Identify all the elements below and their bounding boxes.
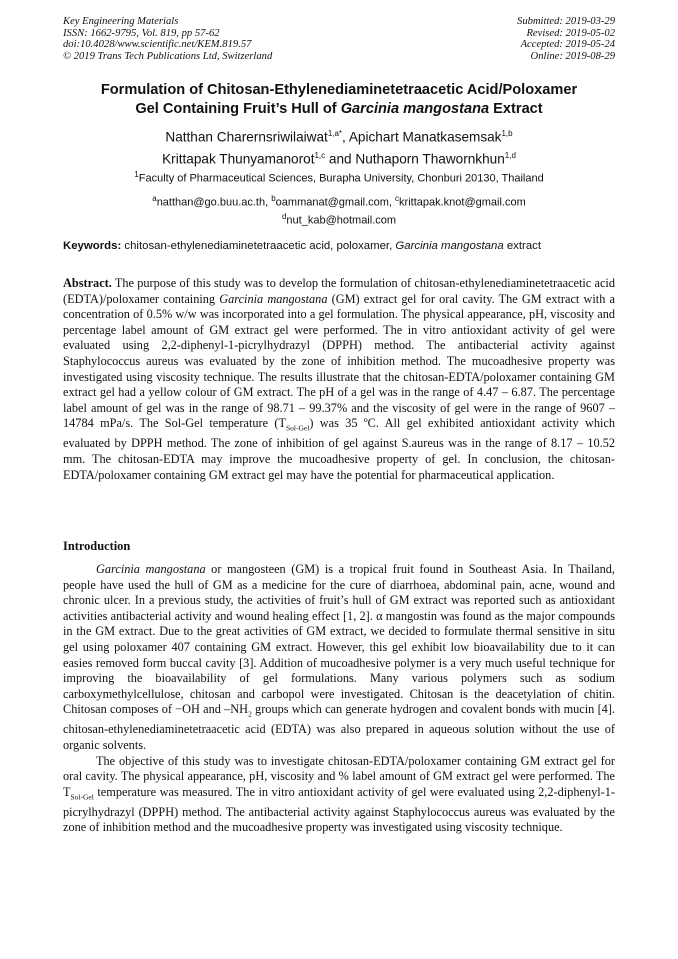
author-1-sup: 1,a* [327,129,343,138]
intro-p2-sub: Sol-Gel [70,792,94,802]
online-date: Online: 2019-08-29 [530,50,615,62]
keywords-text-post: extract [503,240,542,252]
email-a: natthan@go.buu.ac.th, [156,196,272,209]
author-and: and [325,151,356,167]
submitted-date: Submitted: 2019-03-29 [517,16,615,27]
affiliation-sup: 1 [134,170,139,179]
abstract-label: Abstract. [63,276,112,290]
author-list [63,125,615,169]
intro-p2-b: temperature was measured. The in vitro antioxidant activity of gel were evaluated using 2,2-diphenyl-1-picrylhydrazyl (DPPH) method. The antibacterial activity against Staphylococcus aureus was evaluated by the zone of inhibition method and the mucoadhesive property was investigated using viscosity technique. [63,784,615,835]
affiliation-text: Faculty of Pharmaceutical Sciences, Burapha University, Chonburi 20130, Thailand [138,172,544,185]
abstract [63,276,615,483]
journal-name: Key Engineering Materials [63,16,179,27]
doi: doi:10.4028/www.scientific.net/KEM.819.57 [63,39,252,51]
intro-species: Garcinia mangostana [96,562,206,576]
abstract-part-2: (GM) extract gel for oral cavity. The GM extract with a concentration of 0.5% w/w was incorporated into a gel formulation. The physical appearance, pH, viscosity and percentage label amount of GM extract gel were performed. The in vitro antioxidant activity of gel were evaluated using 2,2-diphenyl-1-picrylhydrazyl (DPPH) method. The antibacterial activity against Staphylococcus aureus was evaluated by the zone of inhibition method. The mucoadhesive property was investigated using viscosity technique. The results illustrate that the chitosan-EDTA/poloxamer containing GM extract gel had a yellow colour of GM extract. The pH of a gel was in the range of 4.47 – 6.87. The percentage label amount of gel was in the range of 98.71 – 99.37% and the viscosity of gel were in the range of 9607 – 14784 mPa/s. The Sol-Gel temperature (T [63,291,615,431]
header-right [517,16,615,62]
introduction-paragraph-1 [63,562,615,754]
revised-date: Revised: 2019-05-02 [526,27,615,39]
email-c-sup: c [395,194,400,203]
introduction-paragraph-2 [63,754,615,836]
author-3-sup: 1,c [314,151,326,161]
email-line-2 [63,210,615,228]
intro-p1-a: or mangosteen (GM) is a tropical fruit found in Southeast Asia. In Thailand, people have used the hull of GM as a medicine for the cure of diarrhoea, abdominal pain, acne, wound and chronic ulcer. In a previous study, the activities of fruit’s hull of GM extract was reported such as antioxidant activities antibacterial activity and wound healing effect [1, 2]. α mangostin was found as the major compounds in the GM extract. Due to the great activities of GM extract, we decided to formulate thermal sensitive in situ gel using poloxamer 407 containing GM extract. However, this gel exhibit low bioavailability due to it can easies removed form buccal cavity [3]. Addition of mucoadhesive polymer is a very much useful technique for improving the bioavailability of gel formulations. Many various polymers such as sodium carboxymethylcellulose, chitosan and carbopol were investigated. Chitosan is the deacetylation of chitin. Chitosan composes of −OH and –NH [63,562,615,717]
email-b: oammanat@gmail.com, [275,196,396,209]
author-4-sup: 1,d [504,151,516,161]
abstract-part-3: ) was 35 ºC. All gel exhibited antioxidant activity which evaluated by DPPH method. The zone of inhibition of gel against S.aureus was in the range of 8.17 – 10.52 mm. The chitosan-EDTA may improve the mucoadhesive property of gel. In conclusion, the chitosan-EDTA/poloxamer containing GM extract gel may have the potential for pharmaceutical application. [63,416,616,482]
email-list [63,192,615,227]
keywords [63,239,615,254]
keywords-species: Garcinia mangostana [395,240,504,252]
author-2-sup: 1,b [501,129,513,138]
intro-p1-b: groups which can generate hydrogen and covalent bonds with mucin [4]. chitosan-ethylenediaminetetraacetic acid (EDTA) was also prepared in aqueous solution without the use of organic solvents. [63,702,615,752]
author-line-1: Natthan Charernsriwilaiwat$^{1,a*}$, Apichart Manatkasemsak$^{1,b}$ [165,129,513,145]
introduction-body [63,562,615,836]
keywords-label: Keywords: [63,240,122,252]
author-3: Krittapak Thunyamanorot [162,151,315,167]
copyright: © 2019 Trans Tech Publications Ltd, Switzerland [63,50,273,62]
title-line-2-pre: Gel Containing Fruit’s Hull of [135,101,341,117]
issn: ISSN: 1662-9795, Vol. 819, pp 57-62 [63,27,220,39]
email-d-sup: d [281,211,287,221]
affiliation [63,168,615,186]
accepted-date: Accepted: 2019-05-24 [520,39,615,51]
abstract-sub: Sol-Gel [286,423,310,433]
title-line-2 [63,100,615,119]
title-species: Garcinia mangostana [340,101,490,117]
header-left [63,16,272,62]
introduction-heading: Introduction [63,539,131,553]
paper-title [63,81,615,119]
author-2: Apichart Manatkasemsak [348,129,502,145]
abstract-part-1: The purpose of this study was to develop the formulation of chitosan-ethylenediaminetetraacetic acid (EDTA)/poloxamer containing [63,276,615,306]
email-line-1 [63,192,615,210]
email-c: krittapak.knot@gmail.com [399,196,526,209]
title-line-1: Formulation of Chitosan-Ethylenediaminetetraacetic Acid/Poloxamer [100,82,578,98]
email-b-sup: b [271,194,276,203]
author-line-2 [63,147,615,169]
email-a-sup: a [152,194,157,203]
keywords-text-pre: chitosan-ethylenediaminetetraacetic acid, poloxamer, [121,240,396,252]
intro-p2-a: The objective of this study was to investigate chitosan-EDTA/poloxamer containing GM extract gel for oral cavity. The physical appearance, pH, viscosity and % label amount of GM extract gel were performed. The T [63,753,615,799]
email-d: nut_kab@hotmail.com [286,214,397,227]
author-1: Natthan Charernsriwilaiwat [165,129,328,145]
abstract-species: Garcinia mangostana [219,291,328,306]
author-4: Nuthaporn Thawornkhun [355,151,505,167]
title-line-2-post: Extract [489,101,543,117]
intro-p1-sub: 2 [248,709,252,719]
